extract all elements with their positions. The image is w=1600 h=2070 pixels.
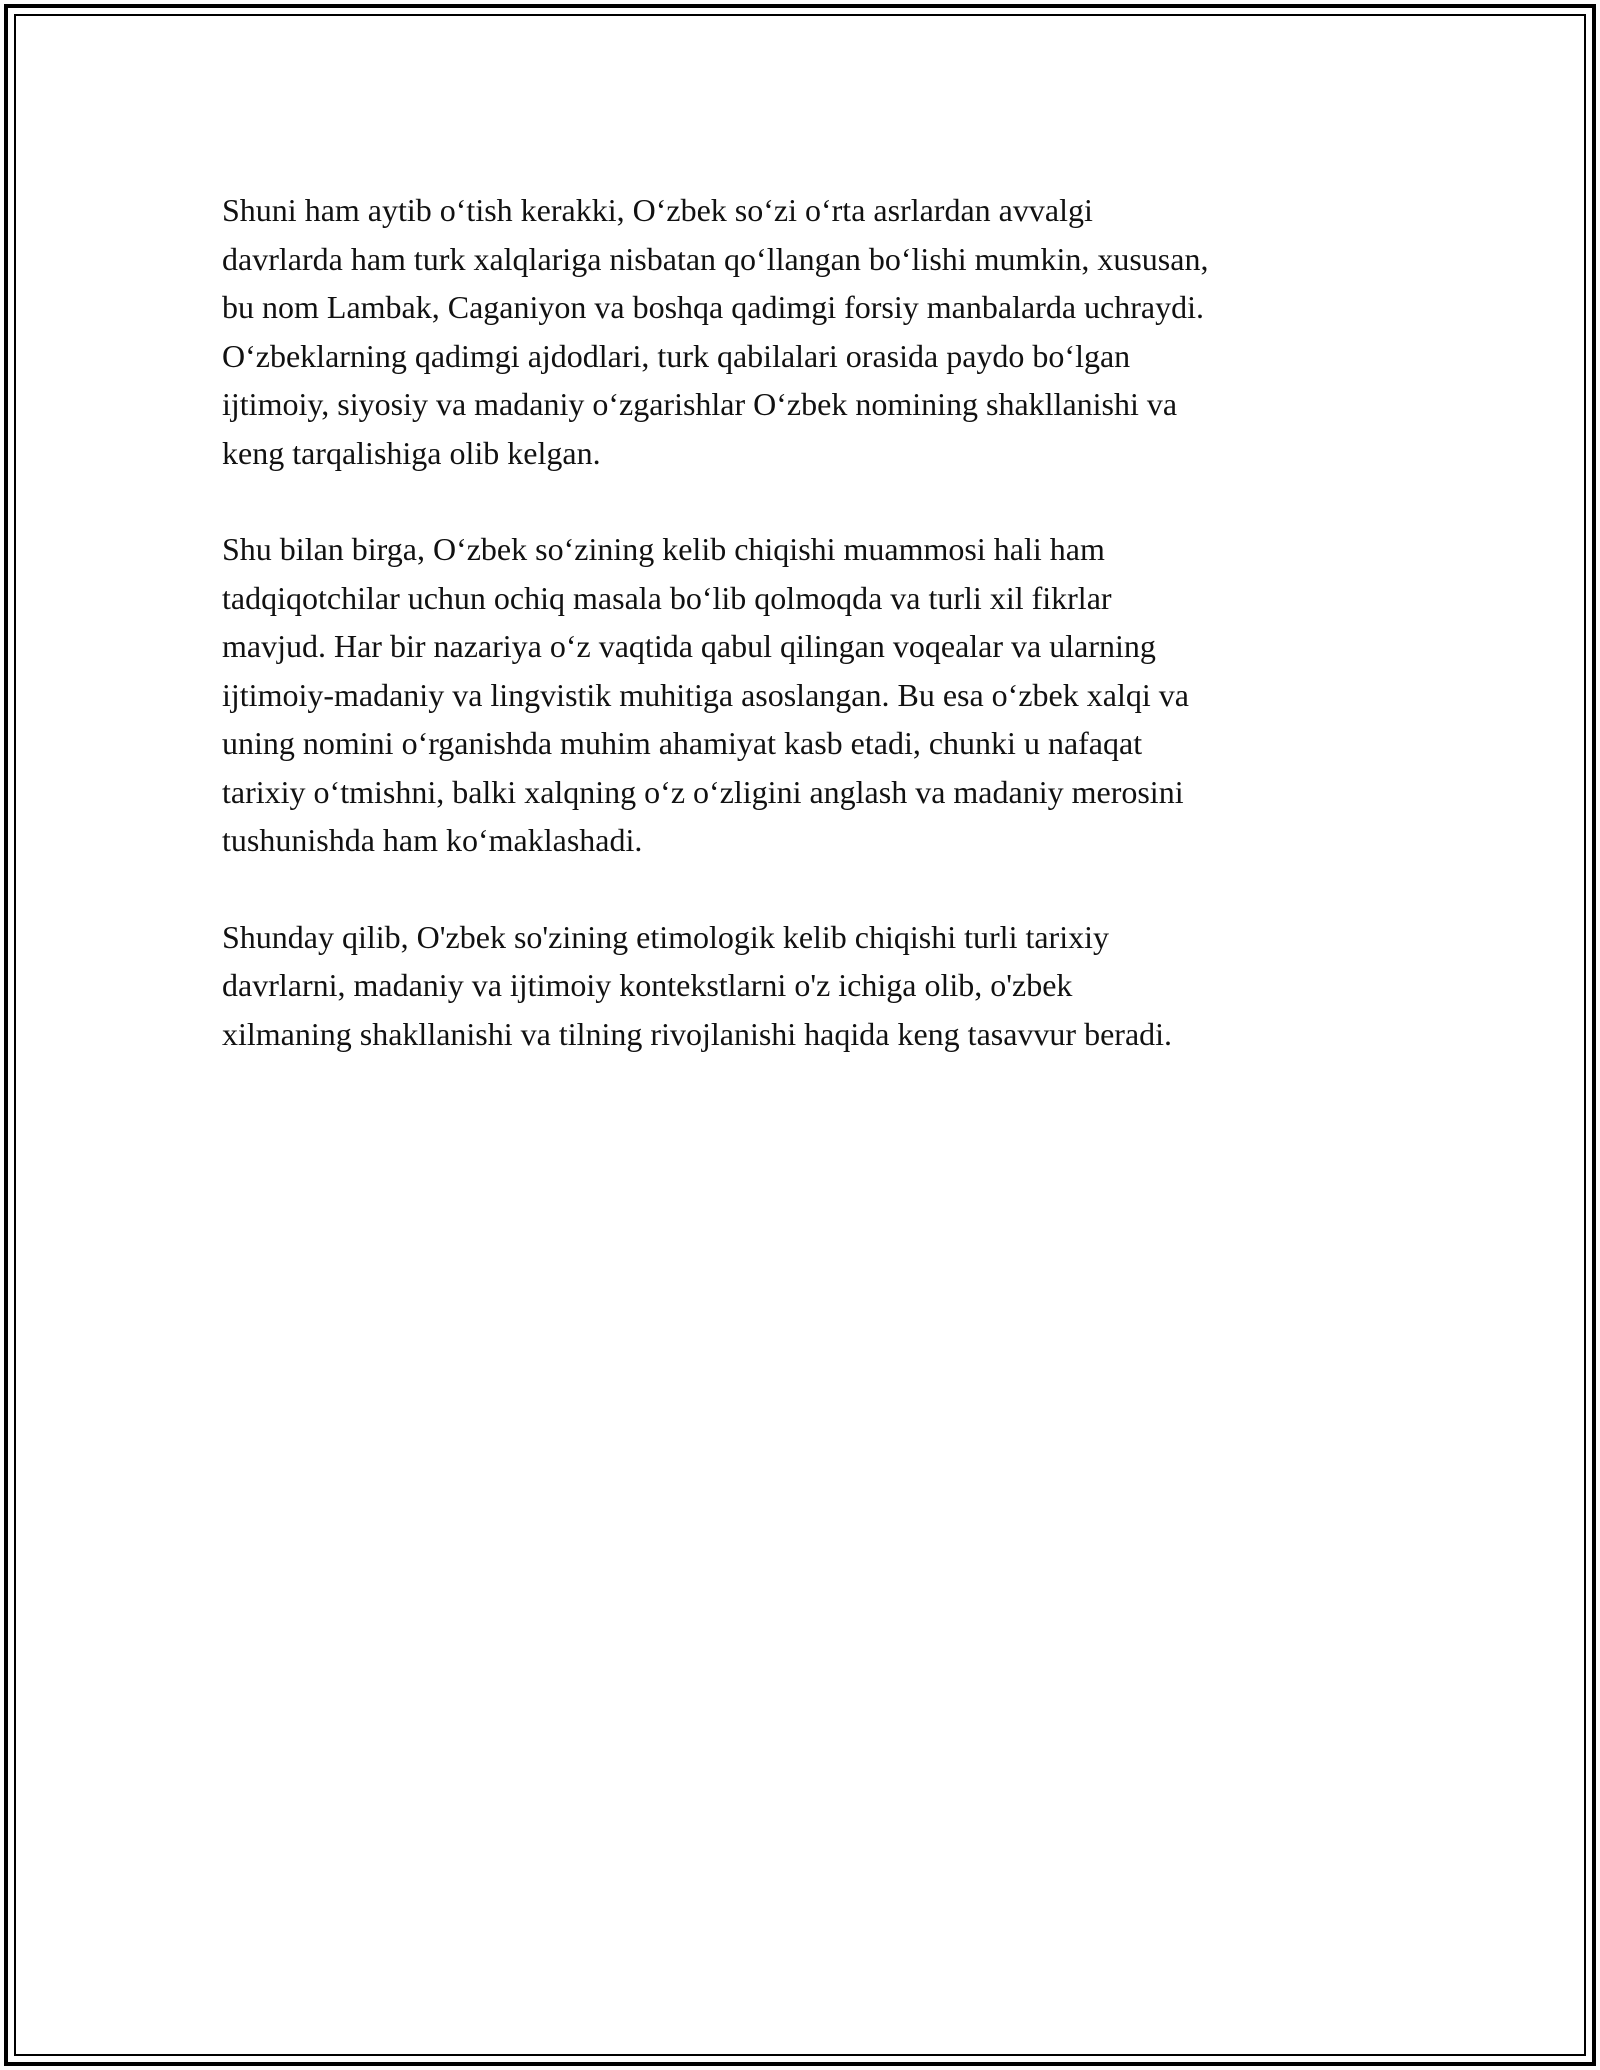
paragraph-line: ijtimoiy, siyosiy va madaniy o‘zgarishlar O‘zbek nomining shakllanishi va [222, 386, 1178, 422]
paragraph-line: davrlarni, madaniy va ijtimoiy kontekstlarni o'z ichiga olib, o'zbek [222, 967, 1073, 1003]
paragraph-line: Shu bilan birga, O‘zbek so‘zining kelib chiqishi muammosi hali ham [222, 531, 1105, 567]
paragraph-line: keng tarqalishiga olib kelgan. [222, 434, 601, 471]
paragraph-line: bu nom Lambak, Caganiyon va boshqa qadimgi forsiy manbalarda uchraydi. [222, 289, 1204, 325]
paragraph-line: Shunday qilib, O'zbek so'zining etimologik kelib chiqishi turli tarixiy [222, 918, 1109, 955]
document-body [222, 186, 1382, 1106]
paragraph-line: xilmaning shakllanishi va tilning rivojlanishi haqida keng tasavvur beradi. [222, 1015, 1173, 1052]
paragraph-2 [222, 525, 1382, 865]
paragraph-3 [222, 913, 1382, 1059]
paragraph-line: ijtimoiy-madaniy va lingvistik muhitiga asoslangan. Bu esa o‘zbek xalqi va [222, 676, 1189, 713]
paragraph-line: tadqiqotchilar uchun ochiq masala bo‘lib qolmoqda va turli xil fikrlar [222, 579, 1112, 616]
paragraph-line: mavjud. Har bir nazariya o‘z vaqtida qabul qilingan voqealar va ularning [222, 628, 1156, 664]
paragraph-line: Shuni ham aytib o‘tish kerakki, O‘zbek so‘zi o‘rta asrlardan avvalgi [222, 192, 1093, 228]
paragraph-1 [222, 186, 1382, 477]
paragraph-line: tarixiy o‘tmishni, balki xalqning o‘z o‘zligini anglash va madaniy merosini [222, 773, 1184, 810]
paragraph-line: uning nomini o‘rganishda muhim ahamiyat kasb etadi, chunki u nafaqat [222, 725, 1143, 761]
paragraph-line: davrlarda ham turk xalqlariga nisbatan qo‘llangan bo‘lishi mumkin, xususan, [222, 240, 1209, 277]
paragraph-line: tushunishda ham ko‘maklashadi. [222, 822, 643, 858]
paragraph-line: O‘zbeklarning qadimgi ajdodlari, turk qabilalari orasida paydo bo‘lgan [222, 337, 1131, 374]
